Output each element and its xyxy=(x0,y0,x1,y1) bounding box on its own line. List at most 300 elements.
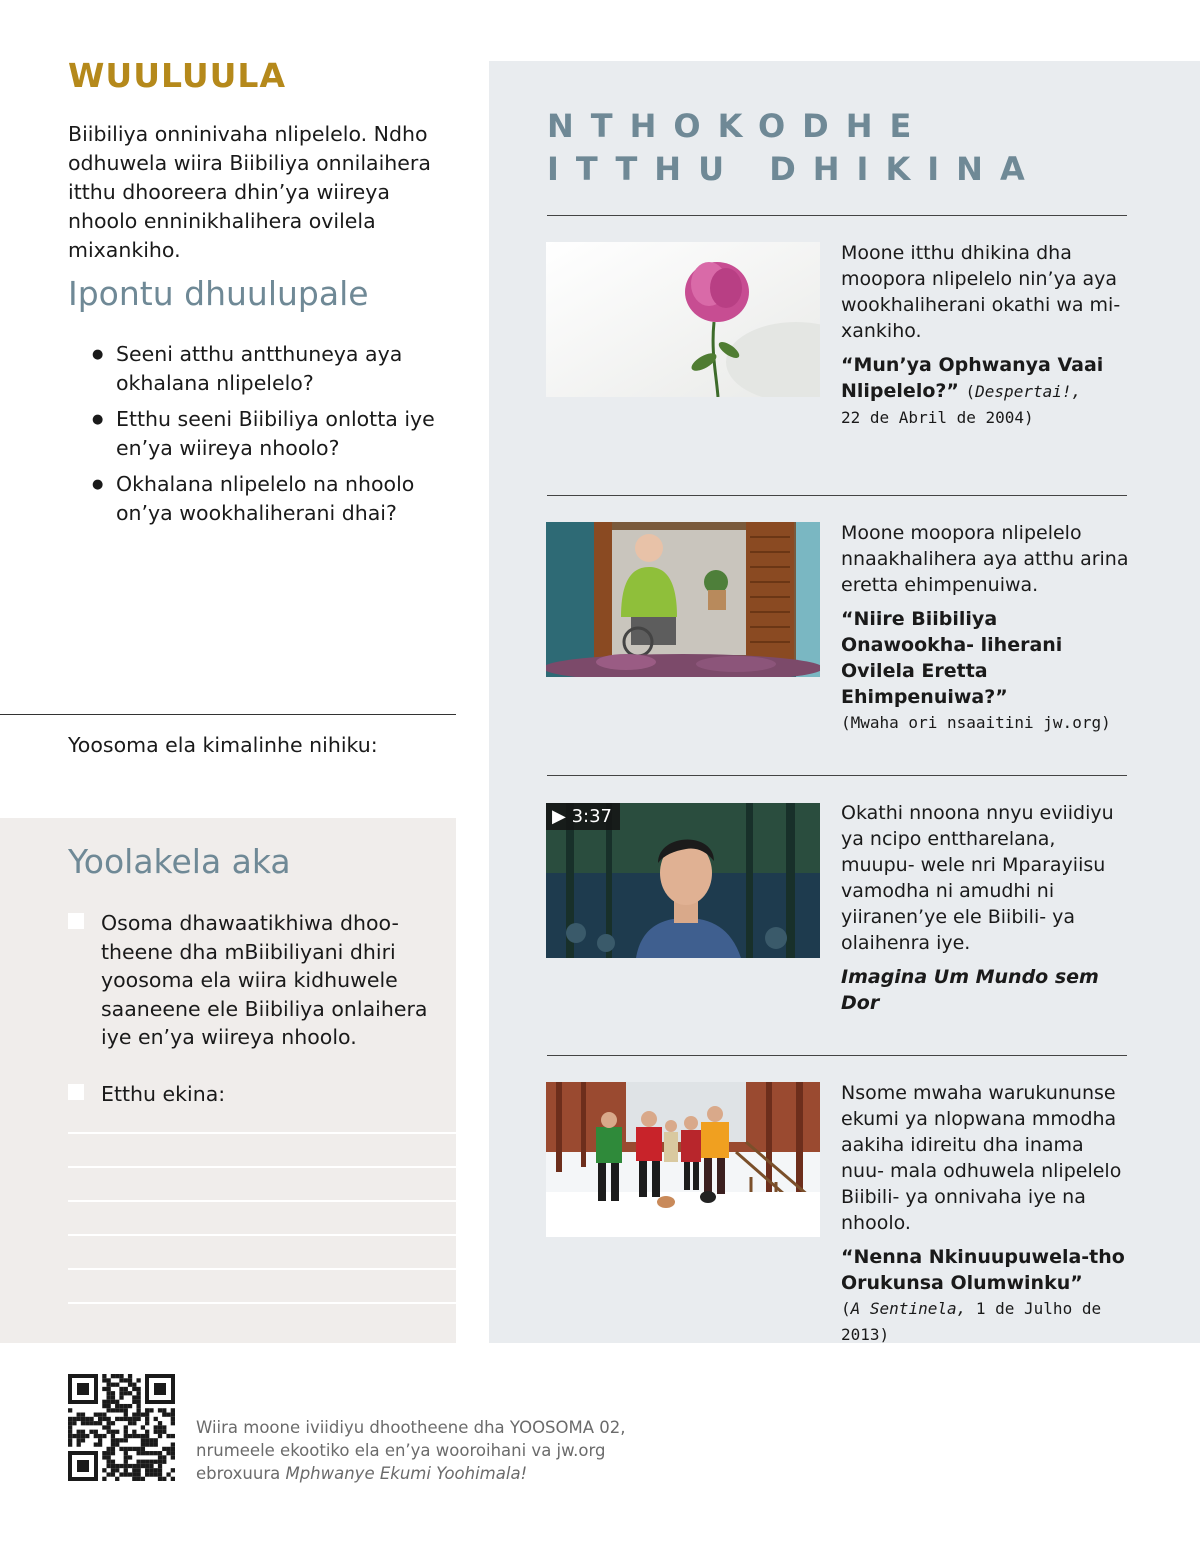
qr-module xyxy=(154,1430,158,1434)
qr-module xyxy=(68,1430,72,1434)
qr-module xyxy=(141,1413,145,1417)
qr-module xyxy=(141,1425,145,1429)
footer-text xyxy=(196,1416,666,1485)
qr-module xyxy=(132,1395,136,1399)
qr-module xyxy=(145,1413,149,1417)
qr-module xyxy=(132,1477,136,1481)
qr-module xyxy=(128,1378,132,1382)
footer-prefix: ebroxuura xyxy=(196,1464,286,1483)
qr-module xyxy=(102,1468,106,1472)
qr-module xyxy=(136,1451,140,1455)
qr-module xyxy=(89,1421,93,1425)
qr-module xyxy=(124,1387,128,1391)
snow-walk-image[interactable] xyxy=(546,1082,820,1237)
qr-module xyxy=(171,1447,175,1451)
qr-module xyxy=(166,1451,170,1455)
qr-module xyxy=(132,1421,136,1425)
qr-module xyxy=(136,1477,140,1481)
qr-module xyxy=(119,1438,123,1442)
qr-module xyxy=(124,1472,128,1476)
qr-module xyxy=(171,1455,175,1459)
qr-module xyxy=(171,1477,175,1481)
qr-module xyxy=(166,1447,170,1451)
explore-item-description: Moone itthu dhikina dha moopora nlipelelo nin’ya aya wookhaliherani okathi wa mi- xankiho. xyxy=(841,242,1121,342)
qr-module xyxy=(119,1374,123,1378)
qr-module xyxy=(107,1451,111,1455)
qr-module xyxy=(107,1378,111,1382)
qr-module xyxy=(81,1438,85,1442)
video-duration[interactable] xyxy=(546,803,620,830)
qr-module xyxy=(141,1438,145,1442)
qr-module xyxy=(119,1447,123,1451)
goal-checkbox[interactable] xyxy=(68,913,84,929)
qr-module xyxy=(107,1425,111,1429)
qr-module xyxy=(119,1464,123,1468)
qr-module xyxy=(136,1408,140,1412)
divider xyxy=(547,1055,1127,1056)
qr-module xyxy=(102,1417,106,1421)
qr-module xyxy=(77,1434,81,1438)
qr-module xyxy=(81,1434,85,1438)
qr-module xyxy=(98,1442,102,1446)
qr-module xyxy=(98,1421,102,1425)
qr-module xyxy=(107,1472,111,1476)
qr-module xyxy=(119,1417,123,1421)
qr-module xyxy=(124,1464,128,1468)
qr-module xyxy=(119,1404,123,1408)
qr-module xyxy=(124,1430,128,1434)
explore-item-4 xyxy=(841,1080,1131,1348)
source-prefix: ( xyxy=(965,382,976,401)
qr-module xyxy=(102,1387,106,1391)
writing-line[interactable] xyxy=(68,1302,456,1304)
qr-module xyxy=(166,1434,170,1438)
qr-module xyxy=(141,1477,145,1481)
qr-module xyxy=(102,1413,106,1417)
qr-module xyxy=(128,1374,132,1378)
qr-module xyxy=(94,1434,98,1438)
footer-line: Wiira moone iviidiyu dhootheene dha YOOSOMA 02, xyxy=(196,1418,626,1437)
qr-module xyxy=(111,1451,115,1455)
writing-line[interactable] xyxy=(68,1166,456,1168)
qr-module xyxy=(102,1434,106,1438)
divider xyxy=(547,215,1127,216)
qr-module xyxy=(154,1438,158,1442)
qr-module xyxy=(145,1472,149,1476)
qr-module xyxy=(107,1455,111,1459)
qr-module xyxy=(158,1468,162,1472)
qr-module xyxy=(136,1378,140,1382)
qr-module xyxy=(162,1477,166,1481)
goals-heading: Yoolakela aka xyxy=(68,842,291,881)
qr-module xyxy=(128,1404,132,1408)
qr-module xyxy=(162,1460,166,1464)
qr-module xyxy=(98,1434,102,1438)
source-italic: A Sentinela, xyxy=(850,1299,967,1318)
qr-module xyxy=(119,1408,123,1412)
qr-module xyxy=(128,1447,132,1451)
explore-heading-line: NTHOKODHE xyxy=(547,107,929,145)
qr-module xyxy=(145,1442,149,1446)
qr-module xyxy=(158,1477,162,1481)
qr-module xyxy=(72,1434,76,1438)
qr-module xyxy=(136,1464,140,1468)
explore-heading xyxy=(547,105,1042,191)
qr-module xyxy=(145,1438,149,1442)
explore-item-description: Nsome mwaha warukununse ekumi ya nlopwana mmodha aakiha idireitu dha inama nuu- mala odhuwela nlipelelo Biibili- ya onnivaha iye na nhoolo. xyxy=(841,1082,1122,1234)
qr-module xyxy=(171,1413,175,1417)
qr-module xyxy=(154,1468,158,1472)
qr-module xyxy=(115,1430,119,1434)
qr-module xyxy=(115,1438,119,1442)
qr-module xyxy=(149,1460,153,1464)
qr-module xyxy=(98,1417,102,1421)
qr-module xyxy=(107,1460,111,1464)
qr-module xyxy=(102,1477,106,1481)
qr-module xyxy=(154,1417,158,1421)
qr-module xyxy=(107,1391,111,1395)
qr-module xyxy=(124,1417,128,1421)
writing-line[interactable] xyxy=(68,1234,456,1236)
qr-module xyxy=(132,1464,136,1468)
explore-item-2 xyxy=(841,520,1131,736)
qr-module xyxy=(154,1451,158,1455)
explore-item-1 xyxy=(841,240,1131,431)
qr-module xyxy=(115,1404,119,1408)
source-note: (Mwaha ori nsaaitini jw.org) xyxy=(841,713,1111,732)
qr-module xyxy=(107,1404,111,1408)
qr-module xyxy=(128,1455,132,1459)
explore-item-description: Okathi nnoona nnyu eviidiyu ya ncipo enttharelana, muupu- wele nri Mparayiisu vamodha ni amudhi ni yiiranen’ye ele Biibili- ya olaihenra iye. xyxy=(841,802,1114,954)
qr-module xyxy=(145,1451,149,1455)
qr-module xyxy=(107,1430,111,1434)
qr-module xyxy=(94,1413,98,1417)
qr-module xyxy=(124,1408,128,1412)
qr-module xyxy=(136,1460,140,1464)
explore-item-description: Moone moopora nlipelelo nnaakhalihera aya atthu arina eretta ehimpenuiwa. xyxy=(841,522,1129,596)
qr-module xyxy=(119,1378,123,1382)
qr-module xyxy=(107,1383,111,1387)
source-suffix: 22 de Abril de 2004) xyxy=(841,408,1034,427)
qr-module xyxy=(115,1442,119,1446)
qr-module xyxy=(136,1400,140,1404)
qr-module xyxy=(107,1447,111,1451)
qr-module xyxy=(149,1442,153,1446)
qr-module xyxy=(132,1434,136,1438)
qr-module xyxy=(128,1421,132,1425)
qr-module xyxy=(149,1438,153,1442)
qr-module xyxy=(145,1430,149,1434)
qr-module xyxy=(68,1421,72,1425)
qr-module xyxy=(107,1408,111,1412)
explore-item-3 xyxy=(841,800,1131,1016)
qr-code-icon[interactable] xyxy=(68,1374,175,1481)
qr-module xyxy=(145,1464,149,1468)
qr-module xyxy=(68,1442,72,1446)
goal-checkbox[interactable] xyxy=(68,1084,84,1100)
qr-module xyxy=(89,1430,93,1434)
qr-module xyxy=(171,1434,175,1438)
review-question: ● Etthu seeni Biibiliya onlotta iye en’ya wiireya nhoolo? xyxy=(92,405,442,463)
qr-module xyxy=(124,1447,128,1451)
goal-item-1 xyxy=(68,909,438,1052)
qr-module xyxy=(162,1413,166,1417)
writing-line[interactable] xyxy=(68,1132,456,1134)
qr-module xyxy=(111,1460,115,1464)
qr-module xyxy=(136,1395,140,1399)
qr-module xyxy=(145,1434,149,1438)
qr-module xyxy=(132,1400,136,1404)
qr-module xyxy=(128,1464,132,1468)
qr-module xyxy=(141,1460,145,1464)
qr-module xyxy=(102,1374,106,1378)
qr-module xyxy=(158,1455,162,1459)
qr-module xyxy=(85,1417,89,1421)
qr-module xyxy=(162,1430,166,1434)
goal-text: Osoma dhawaatikhiwa dhoo- theene dha mBiibiliyani dhiri yoosoma ela wiira kidhuwele saaneene ele Biibiliya onlaihera iye en’ya wiireya nhoolo. xyxy=(101,911,428,1049)
goal-item-2 xyxy=(68,1080,438,1109)
qr-module xyxy=(115,1464,119,1468)
qr-module xyxy=(158,1421,162,1425)
qr-module xyxy=(111,1434,115,1438)
video-title[interactable]: Imagina Um Mundo sem Dor xyxy=(841,966,1099,1014)
qr-module xyxy=(89,1417,93,1421)
qr-module xyxy=(111,1472,115,1476)
qr-module xyxy=(107,1421,111,1425)
brochure-title: Mphwanye Ekumi Yoohimala! xyxy=(285,1464,528,1483)
qr-module xyxy=(111,1391,115,1395)
qr-module xyxy=(166,1472,170,1476)
qr-module xyxy=(128,1391,132,1395)
qr-module xyxy=(111,1438,115,1442)
explore-heading-line: ITTHU DHIKINA xyxy=(547,150,1042,188)
qr-module xyxy=(102,1451,106,1455)
qr-module xyxy=(141,1434,145,1438)
qr-module xyxy=(145,1408,149,1412)
qr-module xyxy=(158,1425,162,1429)
source-suffix: 1 de Julho de 2013) xyxy=(841,1299,1102,1344)
flower-image[interactable] xyxy=(546,242,820,397)
qr-module xyxy=(171,1408,175,1412)
qr-module xyxy=(111,1468,115,1472)
qr-module xyxy=(132,1383,136,1387)
qr-module xyxy=(158,1460,162,1464)
review-question: ● Seeni atthu antthuneya aya okhalana nlipelelo? xyxy=(92,340,442,398)
qr-module xyxy=(158,1434,162,1438)
qr-module xyxy=(102,1425,106,1429)
qr-module xyxy=(162,1447,166,1451)
qr-module xyxy=(124,1434,128,1438)
qr-module xyxy=(111,1383,115,1387)
qr-module xyxy=(124,1425,128,1429)
review-heading: Ipontu dhuulupale xyxy=(68,274,369,313)
qr-module xyxy=(132,1417,136,1421)
qr-module xyxy=(107,1387,111,1391)
qr-module xyxy=(119,1387,123,1391)
qr-module xyxy=(149,1468,153,1472)
qr-module xyxy=(107,1417,111,1421)
qr-module xyxy=(141,1451,145,1455)
qr-module xyxy=(102,1404,106,1408)
qr-module xyxy=(111,1374,115,1378)
qr-module xyxy=(162,1455,166,1459)
qr-module xyxy=(119,1395,123,1399)
qr-module xyxy=(111,1400,115,1404)
footer-line xyxy=(196,1462,666,1485)
qr-module xyxy=(72,1421,76,1425)
qr-module xyxy=(115,1400,119,1404)
qr-module xyxy=(162,1408,166,1412)
qr-module xyxy=(136,1468,140,1472)
source-italic: Despertai!, xyxy=(975,382,1082,401)
explore-item-title[interactable] xyxy=(841,352,1131,405)
qr-module xyxy=(154,1442,158,1446)
qr-module xyxy=(149,1464,153,1468)
play-icon: ▶ xyxy=(552,806,566,827)
qr-module xyxy=(136,1404,140,1408)
qr-module xyxy=(115,1417,119,1421)
qr-module xyxy=(98,1438,102,1442)
footer-line: nrumeele ekootiko ela en’ya wooroihani va jw.org xyxy=(196,1441,606,1460)
qr-module xyxy=(107,1400,111,1404)
qr-module xyxy=(132,1387,136,1391)
qr-module xyxy=(111,1408,115,1412)
qr-module xyxy=(162,1425,166,1429)
writing-line[interactable] xyxy=(68,1200,456,1202)
qr-module xyxy=(68,1425,72,1429)
qr-module xyxy=(77,1442,81,1446)
qr-module xyxy=(124,1378,128,1382)
qr-module xyxy=(132,1472,136,1476)
qr-module xyxy=(98,1413,102,1417)
qr-module xyxy=(124,1455,128,1459)
qr-module xyxy=(111,1430,115,1434)
qr-module xyxy=(111,1421,115,1425)
source-note xyxy=(841,1296,1131,1348)
qr-module xyxy=(81,1417,85,1421)
qr-module xyxy=(171,1451,175,1455)
qr-module xyxy=(149,1472,153,1476)
qr-module xyxy=(115,1468,119,1472)
qr-module xyxy=(158,1430,162,1434)
qr-module xyxy=(111,1442,115,1446)
man-in-wheelchair-image[interactable] xyxy=(546,522,820,677)
qr-module xyxy=(158,1464,162,1468)
qr-module xyxy=(124,1451,128,1455)
qr-module xyxy=(171,1442,175,1446)
article-title[interactable]: “Mun’ya Ophwanya Vaai Nlipelelo?” xyxy=(841,354,1104,402)
qr-module xyxy=(115,1477,119,1481)
qr-module xyxy=(136,1417,140,1421)
qr-module xyxy=(68,1438,72,1442)
review-question: ● Okhalana nlipelelo na nhoolo on’ya wookhaliherani dhai? xyxy=(92,470,442,528)
qr-module xyxy=(115,1374,119,1378)
qr-module xyxy=(136,1447,140,1451)
qr-module xyxy=(136,1387,140,1391)
divider xyxy=(0,714,456,715)
qr-module xyxy=(94,1421,98,1425)
qr-module xyxy=(158,1408,162,1412)
qr-module xyxy=(141,1447,145,1451)
qr-module xyxy=(128,1472,132,1476)
qr-module xyxy=(149,1451,153,1455)
article-title[interactable]: “Nenna Nkinuupuwela-tho Orukunsa Olumwinku” xyxy=(841,1246,1125,1294)
qr-module xyxy=(136,1434,140,1438)
qr-module xyxy=(166,1413,170,1417)
qr-module xyxy=(124,1391,128,1395)
qr-module xyxy=(77,1413,81,1417)
summary-text: Biibiliya onninivaha nlipelelo. Ndho odhuwela wiira Biibiliya onnilaihera itthu dhooreera dhin’ya wiireya nhoolo enninikhalihera ovilela mixankiho. xyxy=(68,122,431,262)
qr-module xyxy=(119,1391,123,1395)
qr-module xyxy=(136,1391,140,1395)
qr-module xyxy=(145,1417,149,1421)
qr-module xyxy=(171,1421,175,1425)
qr-module xyxy=(72,1417,76,1421)
qr-module xyxy=(115,1408,119,1412)
qr-module xyxy=(158,1451,162,1455)
qr-module xyxy=(77,1430,81,1434)
qr-module xyxy=(136,1413,140,1417)
qr-module xyxy=(107,1395,111,1399)
qr-module xyxy=(124,1438,128,1442)
qr-module xyxy=(68,1417,72,1421)
qr-module xyxy=(111,1464,115,1468)
qr-module xyxy=(115,1383,119,1387)
qr-module xyxy=(132,1413,136,1417)
qr-module xyxy=(158,1472,162,1476)
source-prefix: ( xyxy=(841,1299,851,1318)
summary-heading: WUULUULA xyxy=(68,56,287,95)
qr-module xyxy=(85,1434,89,1438)
qr-module xyxy=(81,1430,85,1434)
qr-module xyxy=(111,1395,115,1399)
review-question-list xyxy=(92,340,442,535)
qr-module xyxy=(68,1408,72,1412)
qr-module xyxy=(132,1430,136,1434)
duration-label: 3:37 xyxy=(571,806,612,827)
goal-text: Etthu ekina: xyxy=(101,1082,226,1106)
qr-module xyxy=(128,1417,132,1421)
qr-module xyxy=(132,1468,136,1472)
qr-module xyxy=(145,1421,149,1425)
article-title[interactable]: “Niire Biibiliya Onawookha- liherani Ovilela Eretta Ehimpenuiwa?” xyxy=(841,608,1063,708)
qr-module xyxy=(77,1438,81,1442)
writing-line[interactable] xyxy=(68,1268,456,1270)
qr-module xyxy=(107,1464,111,1468)
qr-module xyxy=(81,1413,85,1417)
qr-module xyxy=(102,1400,106,1404)
qr-module xyxy=(94,1430,98,1434)
qr-module xyxy=(171,1468,175,1472)
qr-module xyxy=(102,1378,106,1382)
qr-module xyxy=(132,1447,136,1451)
qr-module xyxy=(154,1472,158,1476)
qr-module xyxy=(124,1404,128,1408)
qr-module xyxy=(128,1434,132,1438)
divider xyxy=(547,775,1127,776)
qr-module xyxy=(171,1417,175,1421)
qr-module xyxy=(85,1421,89,1425)
qr-module xyxy=(124,1468,128,1472)
divider xyxy=(547,495,1127,496)
qr-module xyxy=(141,1464,145,1468)
qr-module xyxy=(128,1383,132,1387)
qr-module xyxy=(111,1447,115,1451)
qr-module xyxy=(119,1472,123,1476)
qr-module xyxy=(145,1460,149,1464)
qr-module xyxy=(141,1442,145,1446)
qr-module xyxy=(136,1472,140,1476)
